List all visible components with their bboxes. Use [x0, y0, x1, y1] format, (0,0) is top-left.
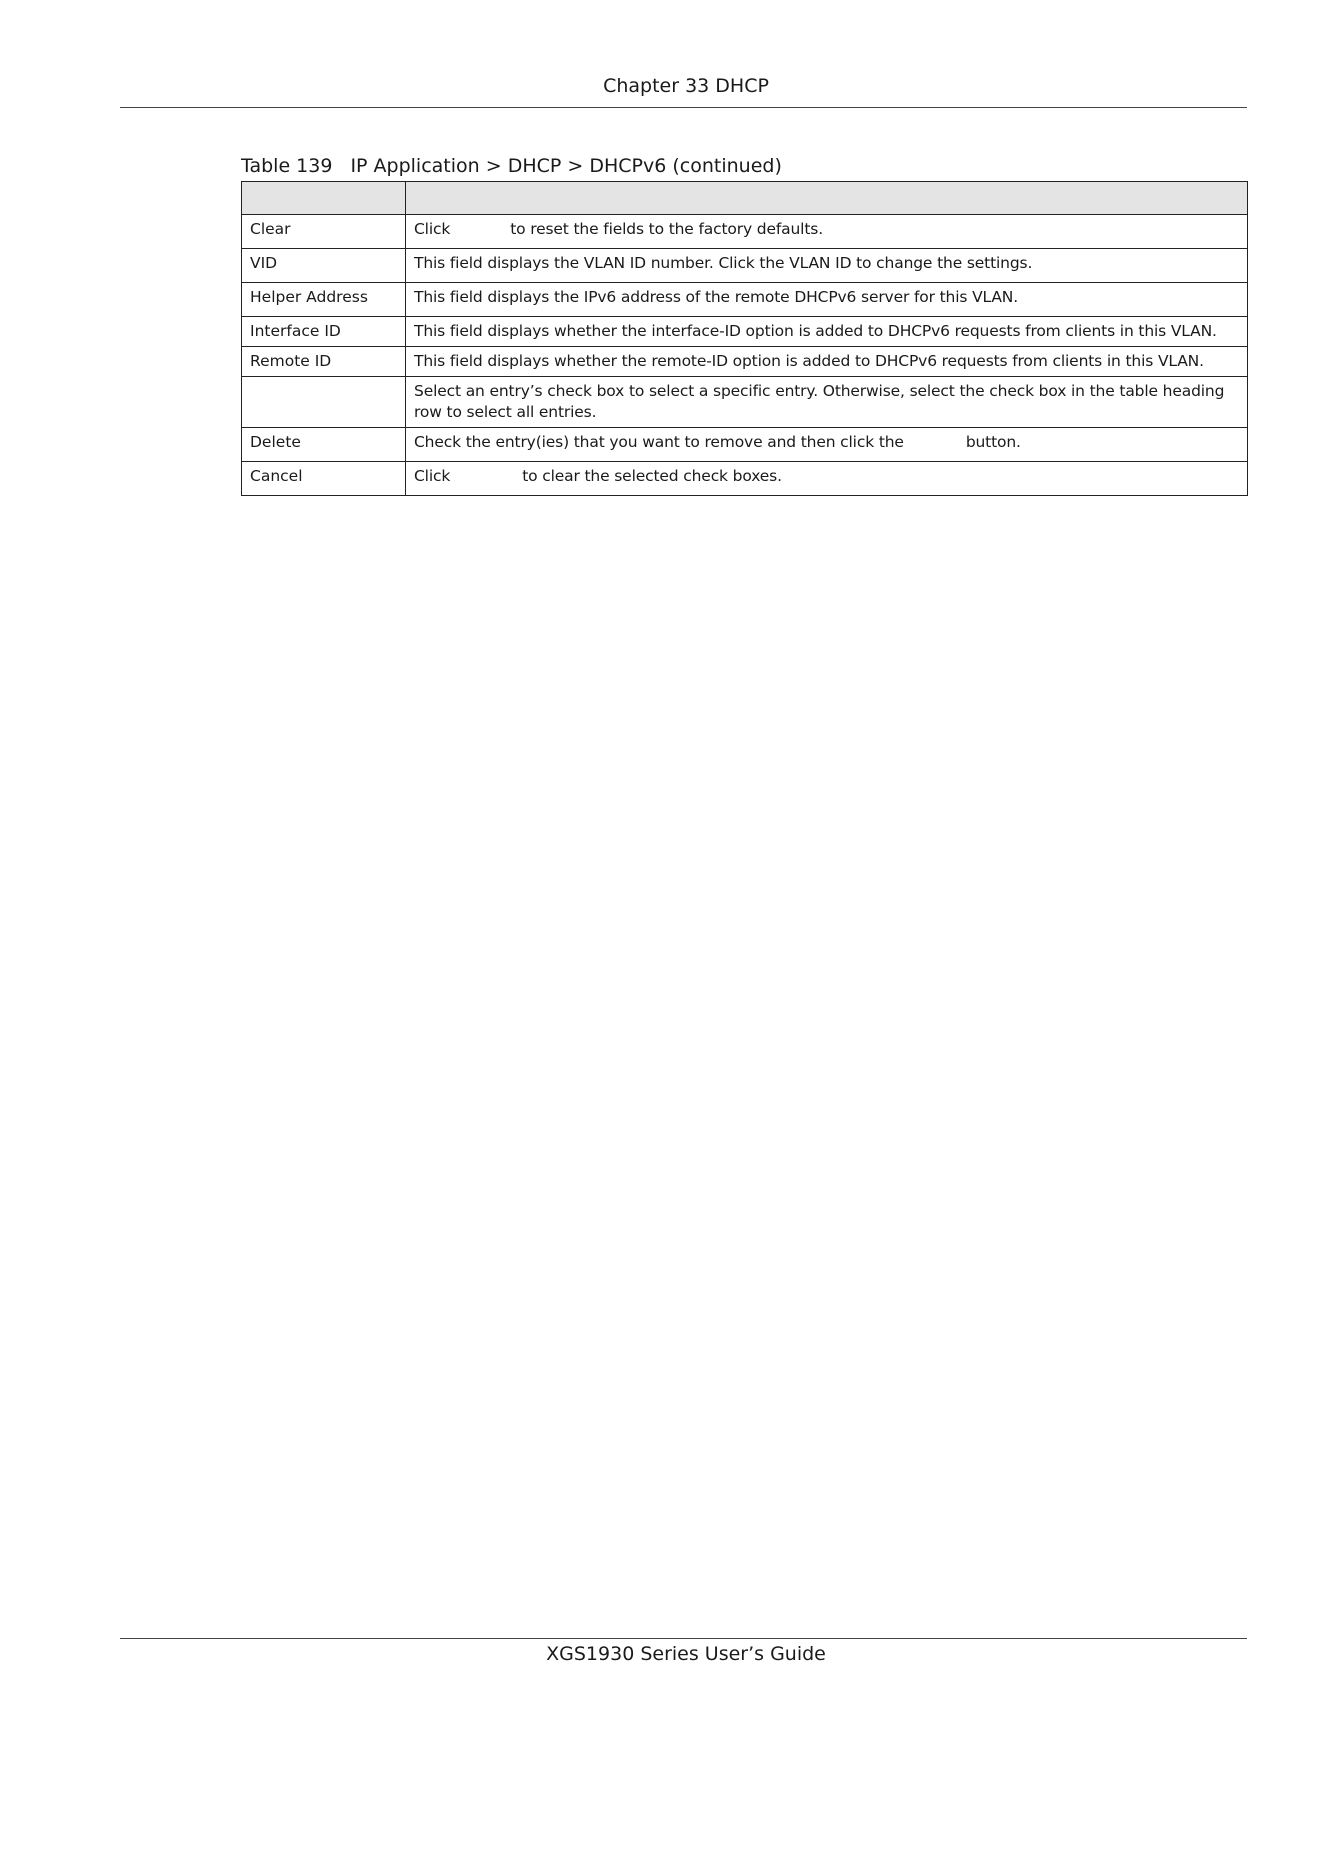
- table-header-label: [242, 182, 406, 215]
- table-row: [242, 428, 1248, 462]
- header-divider: [120, 107, 1247, 108]
- row-label: Clear: [242, 215, 406, 249]
- row-label: Delete: [242, 428, 406, 462]
- table-row: [242, 215, 1248, 249]
- row-description: This field displays whether the remote-ID option is added to DHCPv6 requests from clients in this VLAN.: [406, 347, 1248, 377]
- row-description: Select an entry’s check box to select a specific entry. Otherwise, select the check box in the table heading row to select all entries.: [406, 377, 1248, 428]
- page-header-chapter-title: Chapter 33 DHCP: [603, 75, 769, 97]
- row-description-before: Click: [414, 467, 451, 485]
- page-footer-guide-title: XGS1930 Series User’s Guide: [546, 1643, 826, 1665]
- row-description: This field displays whether the interface-ID option is added to DHCPv6 requests from clients in this VLAN.: [406, 317, 1248, 347]
- table-row: [242, 377, 1248, 428]
- table-row: [242, 317, 1248, 347]
- row-description-before: Click: [414, 220, 451, 238]
- table-row: [242, 249, 1248, 283]
- row-description-before: Check the entry(ies) that you want to remove and then click the: [414, 433, 904, 451]
- table-caption-text: IP Application > DHCP > DHCPv6 (continued): [350, 155, 782, 177]
- row-label: VID: [242, 249, 406, 283]
- footer-divider: [120, 1638, 1247, 1639]
- row-description-after: to reset the fields to the factory defaults.: [510, 220, 823, 238]
- table-header-row: [242, 182, 1248, 215]
- row-label: Cancel: [242, 462, 406, 496]
- row-label: Helper Address: [242, 283, 406, 317]
- dhcpv6-field-table: [241, 181, 1248, 496]
- table-row: [242, 347, 1248, 377]
- row-description: [406, 428, 1248, 462]
- table-caption: [241, 154, 782, 178]
- table-header-description: [406, 182, 1248, 215]
- table-row: [242, 283, 1248, 317]
- table-row: [242, 462, 1248, 496]
- row-label: [242, 377, 406, 428]
- row-description-after: to clear the selected check boxes.: [522, 467, 782, 485]
- row-description: [406, 462, 1248, 496]
- row-label: Interface ID: [242, 317, 406, 347]
- row-description: [406, 215, 1248, 249]
- table-caption-number: Table 139: [241, 155, 333, 177]
- row-description-after: button.: [965, 433, 1021, 451]
- row-description: This field displays the VLAN ID number. Click the VLAN ID to change the settings.: [406, 249, 1248, 283]
- row-label: Remote ID: [242, 347, 406, 377]
- row-description: This field displays the IPv6 address of the remote DHCPv6 server for this VLAN.: [406, 283, 1248, 317]
